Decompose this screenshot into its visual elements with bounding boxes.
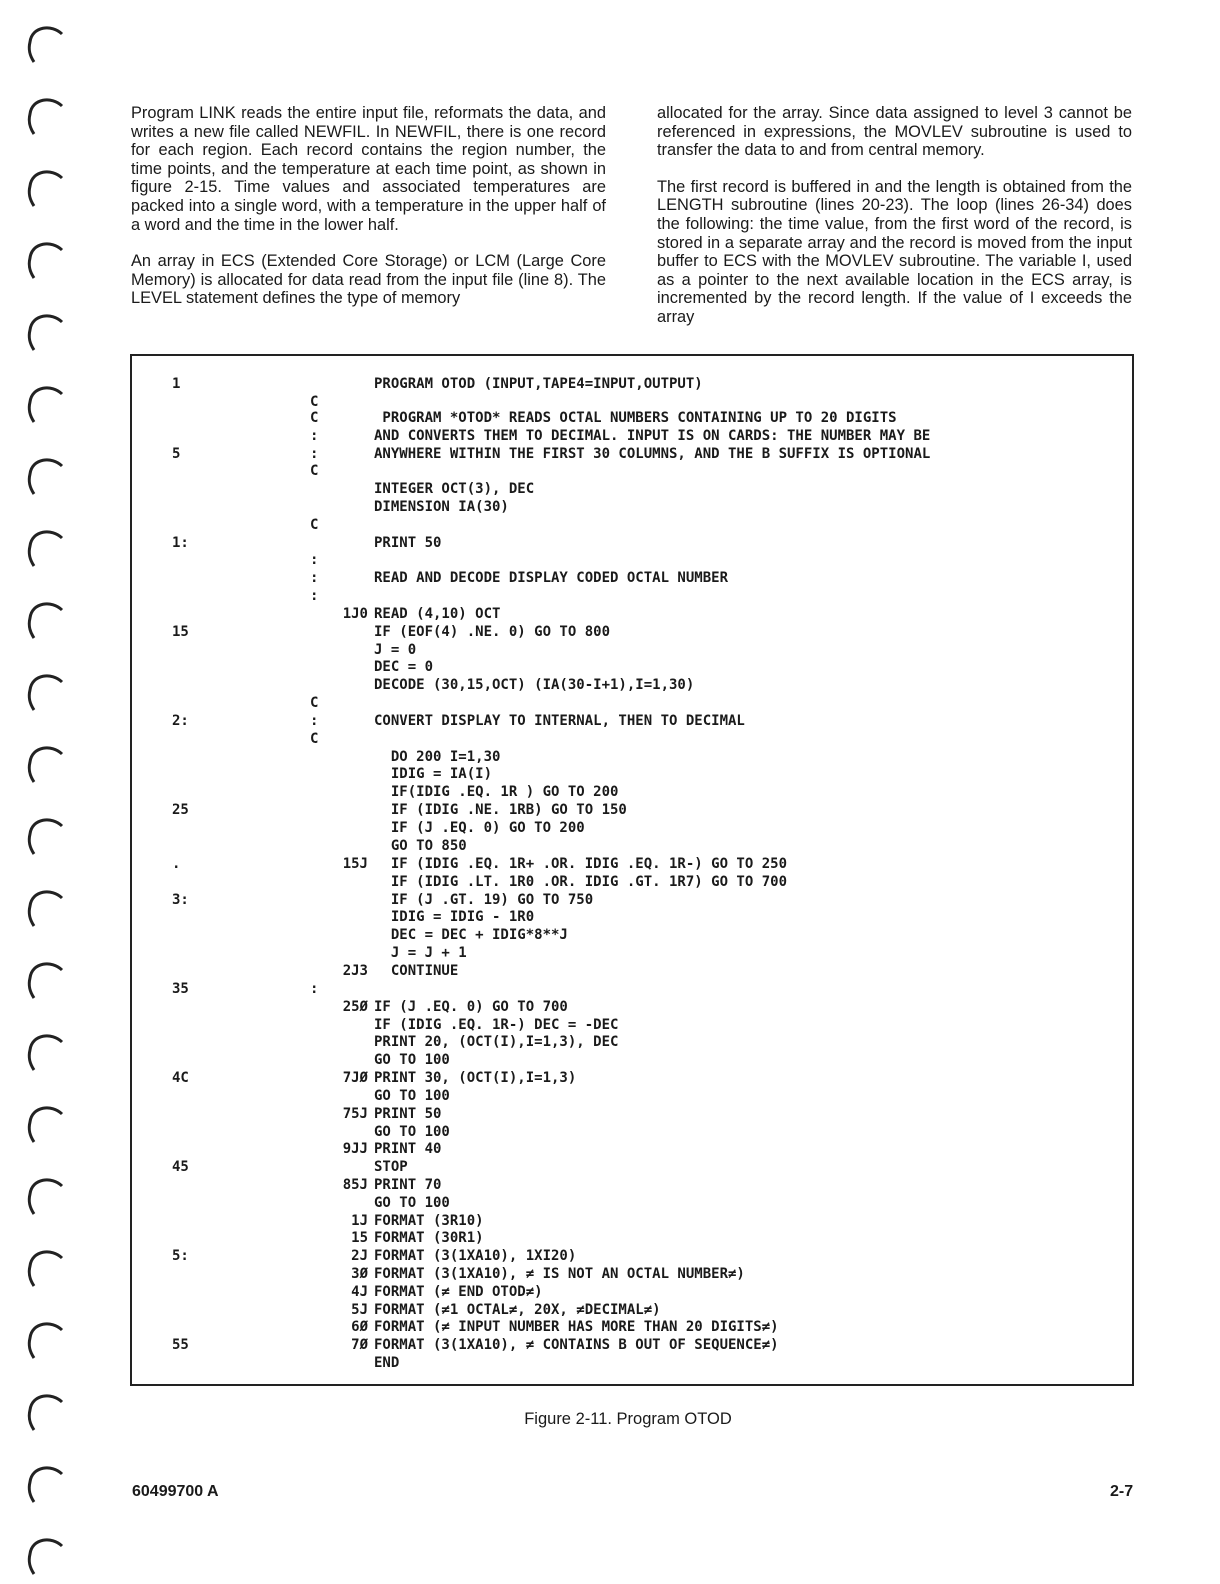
code-line: FORMAT (≠ INPUT NUMBER HAS MORE THAN 20 DIGITS≠) — [374, 1319, 779, 1335]
statement-label: 5J — [351, 1302, 368, 1318]
binder-hole-icon — [22, 1460, 68, 1506]
binder-hole-icon — [22, 596, 68, 642]
code-line: READ (4,10) OCT — [374, 606, 501, 622]
binder-hole-icon — [22, 524, 68, 570]
listing-line-number: . — [172, 856, 181, 872]
code-line: FORMAT (3(1XA10), 1XI20) — [374, 1248, 577, 1264]
paragraph: An array in ECS (Extended Core Storage) or LCM (Large Core Memory) is allocated for data read from the input file (line 8). The LEVEL statement defines the type of memory — [131, 252, 606, 308]
comment-mark: C — [310, 517, 319, 533]
code-line: DIMENSION IA(30) — [374, 499, 509, 515]
listing-line-number: 15 — [172, 624, 189, 640]
code-line: PRINT 40 — [374, 1141, 442, 1157]
code-line: GO TO 100 — [374, 1195, 450, 1211]
code-line: PRINT 50 — [374, 1106, 442, 1122]
listing-line-number: 1 — [172, 376, 181, 392]
statement-label: 6Ø — [351, 1319, 368, 1335]
paragraph: allocated for the array. Since data assigned to level 3 cannot be referenced in expressions, the MOVLEV subroutine is used to transfer the data to and from central memory. — [657, 104, 1132, 160]
code-line: END — [374, 1355, 400, 1371]
binder-hole-icon — [22, 740, 68, 786]
comment-mark: : — [310, 446, 319, 462]
listing-line-number: 55 — [172, 1337, 189, 1353]
binder-hole-icon — [22, 380, 68, 426]
code-line: IF (IDIG .LT. 1R0 .OR. IDIG .GT. 1R7) GO TO 700 — [374, 874, 788, 890]
code-line: PRINT 70 — [374, 1177, 442, 1193]
binder-hole-icon — [22, 1316, 68, 1362]
code-line: IF (J .GT. 19) GO TO 750 — [374, 892, 594, 908]
code-line: IF (IDIG .NE. 1RB) GO TO 150 — [374, 802, 627, 818]
code-line: PROGRAM OTOD (INPUT,TAPE4=INPUT,OUTPUT) — [374, 376, 703, 392]
statement-label: 3Ø — [351, 1266, 368, 1282]
code-line: DEC = 0 — [374, 659, 434, 675]
statement-label: 9JJ — [342, 1141, 368, 1157]
code-line: READ AND DECODE DISPLAY CODED OCTAL NUMBER — [374, 570, 729, 586]
statement-label: 2J3 — [342, 963, 368, 979]
statement-label: 4J — [351, 1284, 368, 1300]
statement-label: 1J — [351, 1213, 368, 1229]
binder-hole-icon — [22, 884, 68, 930]
comment-mark: : — [310, 981, 319, 997]
listing-line-number: 5: — [172, 1248, 189, 1264]
statement-label: 85J — [342, 1177, 368, 1193]
code-line: CONTINUE — [374, 963, 459, 979]
binder-hole-icon — [22, 92, 68, 138]
code-line: J = J + 1 — [374, 945, 467, 961]
code-line: FORMAT (30R1) — [374, 1230, 484, 1246]
code-line: IF (IDIG .EQ. 1R-) DEC = -DEC — [374, 1017, 619, 1033]
binder-hole-icon — [22, 956, 68, 1002]
comment-mark: C — [310, 410, 319, 426]
figure-caption: Figure 2-11. Program OTOD — [524, 1410, 732, 1428]
listing-line-number: 5 — [172, 446, 181, 462]
listing-line-number: 4C — [172, 1070, 189, 1086]
code-line: PRINT 20, (OCT(I),I=1,3), DEC — [374, 1034, 619, 1050]
comment-mark: : — [310, 570, 319, 586]
comment-mark: : — [310, 713, 319, 729]
program-listing-box — [130, 354, 1134, 1386]
statement-label: 1J0 — [342, 606, 368, 622]
code-line: IDIG = IA(I) — [374, 766, 493, 782]
code-line: DECODE (30,15,OCT) (IA(30-I+1),I=1,30) — [374, 677, 695, 693]
code-line: PRINT 30, (OCT(I),I=1,3) — [374, 1070, 577, 1086]
code-line: GO TO 100 — [374, 1088, 450, 1104]
code-line: GO TO 850 — [374, 838, 467, 854]
listing-line-number: 2: — [172, 713, 189, 729]
code-line: CONVERT DISPLAY TO INTERNAL, THEN TO DECIMAL — [374, 713, 745, 729]
code-line: AND CONVERTS THEM TO DECIMAL. INPUT IS ON CARDS: THE NUMBER MAY BE — [374, 428, 931, 444]
code-line: GO TO 100 — [374, 1052, 450, 1068]
left-text-column — [131, 104, 606, 326]
code-line: GO TO 100 — [374, 1124, 450, 1140]
comment-mark: C — [310, 731, 319, 747]
code-line: INTEGER OCT(3), DEC — [374, 481, 535, 497]
code-line: STOP — [374, 1159, 408, 1175]
binder-hole-icon — [22, 668, 68, 714]
paragraph: The first record is buffered in and the length is obtained from the LENGTH subroutine (lines 20-23). The loop (lines 26-34) does the following: the time value, from the first word of the record, is stored in a separate array and the record is moved from the input buffer to ECS with the MOVLEV subroutine. The variable I, used as a pointer to the next available location in the ECS array, is incremented by the record length. If the value of I exceeds the array — [657, 177, 1132, 326]
code-line: ANYWHERE WITHIN THE FIRST 30 COLUMNS, AND THE B SUFFIX IS OPTIONAL — [374, 446, 931, 462]
statement-label: 75J — [342, 1106, 368, 1122]
listing-line-number: 45 — [172, 1159, 189, 1175]
code-line: FORMAT (3(1XA10), ≠ CONTAINS B OUT OF SEQUENCE≠) — [374, 1337, 779, 1353]
binder-hole-icon — [22, 1244, 68, 1290]
binder-hole-icon — [22, 236, 68, 282]
code-line: DEC = DEC + IDIG*8**J — [374, 927, 568, 943]
binder-hole-icon — [22, 1028, 68, 1074]
code-line: FORMAT (≠1 OCTAL≠, 20X, ≠DECIMAL≠) — [374, 1302, 661, 1318]
statement-label: 15J — [342, 856, 368, 872]
code-line: FORMAT (3(1XA10), ≠ IS NOT AN OCTAL NUMBER≠) — [374, 1266, 745, 1282]
statement-label: 2J — [351, 1248, 368, 1264]
code-line: FORMAT (≠ END OTOD≠) — [374, 1284, 543, 1300]
listing-line-number: 35 — [172, 981, 189, 997]
binder-hole-icon — [22, 1172, 68, 1218]
binder-hole-icon — [22, 452, 68, 498]
binder-holes — [22, 0, 82, 1584]
code-line: IF (J .EQ. 0) GO TO 200 — [374, 820, 585, 836]
comment-mark: C — [310, 394, 319, 410]
comment-mark: : — [310, 588, 319, 604]
comment-mark: C — [310, 695, 319, 711]
listing-line-number: 1: — [172, 535, 189, 551]
code-line: PROGRAM *OTOD* READS OCTAL NUMBERS CONTAINING UP TO 20 DIGITS — [374, 410, 897, 426]
right-text-column — [657, 104, 1132, 345]
statement-label: 25Ø — [342, 999, 368, 1015]
document-number: 60499700 A — [132, 1483, 219, 1500]
binder-hole-icon — [22, 164, 68, 210]
code-line: PRINT 50 — [374, 535, 442, 551]
code-line: J = 0 — [374, 642, 417, 658]
listing-line-number: 25 — [172, 802, 189, 818]
code-line: IF (IDIG .EQ. 1R+ .OR. IDIG .EQ. 1R-) GO TO 250 — [374, 856, 788, 872]
paragraph: Program LINK reads the entire input file, reformats the data, and writes a new file called NEWFIL. In NEWFIL, there is one record for each region. Each record contains the region number, the time points, and the temperature at each time point, as shown in figure 2-15. Time values and associated temperatures are packed into a single word, with a temperature in the upper half of a word and the time in the lower half. — [131, 104, 606, 234]
binder-hole-icon — [22, 1100, 68, 1146]
comment-mark: C — [310, 463, 319, 479]
statement-label: 15 — [351, 1230, 368, 1246]
binder-hole-icon — [22, 20, 68, 66]
code-line: IDIG = IDIG - 1R0 — [374, 909, 535, 925]
code-line: IF(IDIG .EQ. 1R ) GO TO 200 — [374, 784, 619, 800]
code-line: DO 200 I=1,30 — [374, 749, 501, 765]
binder-hole-icon — [22, 812, 68, 858]
code-line: FORMAT (3R10) — [374, 1213, 484, 1229]
code-line: IF (J .EQ. 0) GO TO 700 — [374, 999, 568, 1015]
binder-hole-icon — [22, 308, 68, 354]
binder-hole-icon — [22, 1532, 68, 1578]
comment-mark: : — [310, 552, 319, 568]
listing-line-number: 3: — [172, 892, 189, 908]
code-line: IF (EOF(4) .NE. 0) GO TO 800 — [374, 624, 611, 640]
statement-label: 7JØ — [342, 1070, 368, 1086]
page-number: 2-7 — [1110, 1483, 1134, 1500]
comment-mark: : — [310, 428, 319, 444]
statement-label: 7Ø — [351, 1337, 368, 1353]
